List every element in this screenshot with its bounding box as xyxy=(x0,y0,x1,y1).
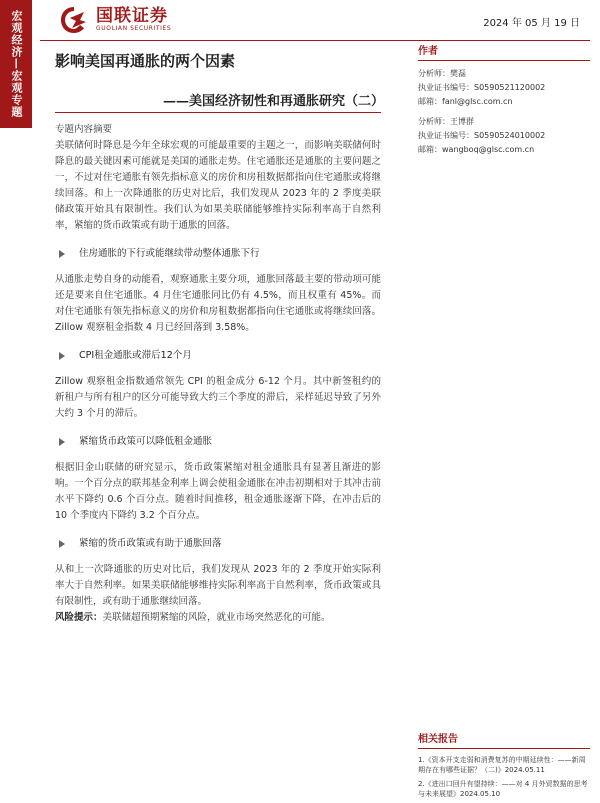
section-housing xyxy=(55,246,381,336)
author-panel xyxy=(418,46,590,157)
author-email[interactable]: 邮箱：wangboq@glsc.com.cn xyxy=(418,145,535,154)
company-logo xyxy=(58,4,171,36)
section-text: Zillow 观察租金指数通常领先 CPI 的租金成分 6-12 个月。其中新签租约的新租户与所有租户的区分可能导致大约三个季度的滞后，采样延迟导致了另外大约 3 个月的滞后。 xyxy=(55,376,381,419)
section-text: 从通胀走势自身的动能看，观察通胀主要分项，通胀回落最主要的带动项可能还是要来自住宅通胀。4 月住宅通胀同比仍有 4.5%，而且权重有 45%。而对住宅通胀有领先指标意义的房价和房租数据都指向住宅通胀或将继续回落。Zillow 观察租金指数 4 月已经回落到 3.58%。 xyxy=(55,274,381,333)
section-heading xyxy=(55,348,381,364)
author-line: 执业证书编号：S0590521120002 xyxy=(418,83,546,92)
logo-name-en: GUOLIAN SECURITIES xyxy=(96,25,172,32)
logo-name-cn: 国联证券 xyxy=(96,6,168,26)
sidebar-category: 宏观经济—宏观专题 xyxy=(10,10,23,118)
section-heading-text: 住房通胀的下行或能继续带动整体通胀下行 xyxy=(79,248,260,259)
summary-text: 美联储何时降息是今年全球宏观的可能最重要的主题之一，而影响美联储何时降息的最关键因素可能就是美国的通胀走势。住宅通胀还是通胀的主要问题之一，不过对住宅通胀有领先指标意义的房价和房租数据都指向住宅通胀或将继续回落。和上一次降通胀的历史对比后，我们发现从 2023 年的 2 季度美联储政策开始具有限制性。我们认为如果美联储能够维持实际利率高于自然利率，紧缩的货币政策或有助于通胀的回落。 xyxy=(55,140,381,231)
section-heading-text: 紧缩货币政策可以降低租金通胀 xyxy=(79,436,213,447)
section-text: 从和上一次降通胀的历史对比后，我们发现从 2023 年的 2 季度开始实际利率大于自然利率。如果美联储能够维持实际利率高于自然利率，货币政策或具有限制性，或有助于通胀继续回落。 xyxy=(55,564,381,607)
section-heading-text: CPI租金通胀或滞后12个月 xyxy=(79,350,192,361)
related-report-link[interactable]: 2.《进出口回升有望持续：——对 4 月外贸数据的思考与未来展望》2024.05.10 xyxy=(418,780,588,798)
report-title: 影响美国再通胀的两个因素 xyxy=(55,52,236,70)
arrow-bullet-icon xyxy=(59,250,65,258)
section-cpi-rent xyxy=(55,348,381,422)
logo-mark-icon xyxy=(58,4,90,36)
subtitle-divider xyxy=(55,112,381,113)
main-content xyxy=(55,122,381,626)
author-line: 分析师：王博群 xyxy=(418,117,474,126)
report-subtitle: ——美国经济韧性和再通胀研究（二） xyxy=(162,94,384,109)
arrow-bullet-icon xyxy=(59,352,65,360)
section-tightening xyxy=(55,434,381,524)
section-heading-text: 紧缩的货币政策或有助于通胀回落 xyxy=(79,538,222,549)
related-reports xyxy=(418,734,590,803)
section-heading xyxy=(55,536,381,552)
risk-label: 风险提示： xyxy=(55,612,103,623)
section-text: 根据旧金山联储的研究显示，货币政策紧缩对租金通胀具有显著且渐进的影响。一个百分点的联邦基金利率上调会使租金通胀在冲击初期相对于其冲击前水平下降约 0.6 个百分点。随着时间推移，租金通胀逐渐下降，在冲击后的 10 个季度内下降约 3.2 个百分点。 xyxy=(55,462,381,521)
section-policy xyxy=(55,536,381,610)
related-report-link[interactable]: 1.《资本开支走弱和消费复苏的中期延续性：——新周期存在有哪些证据？（二)》2024.05.11 xyxy=(418,756,586,774)
related-heading: 相关报告 xyxy=(418,734,590,749)
section-heading xyxy=(55,246,381,262)
author-heading: 作者 xyxy=(418,46,590,61)
section-heading xyxy=(55,434,381,450)
header-divider xyxy=(40,40,590,41)
author-line: 执业证书编号：S0590524010002 xyxy=(418,131,546,140)
arrow-bullet-icon xyxy=(59,540,65,548)
author-line: 分析师：樊磊 xyxy=(418,69,466,78)
summary-label: 专题内容摘要 xyxy=(55,124,113,135)
risk-text: 美联储超预期紧缩的风险，就业市场突然恶化的可能。 xyxy=(102,612,331,623)
author-email[interactable]: 邮箱：fanl@glsc.com.cn xyxy=(418,97,513,106)
report-date: 2024 年 05 月 19 日 xyxy=(483,18,580,29)
arrow-bullet-icon xyxy=(59,438,65,446)
risk-warning xyxy=(55,610,381,626)
sidebar-band xyxy=(0,0,32,128)
